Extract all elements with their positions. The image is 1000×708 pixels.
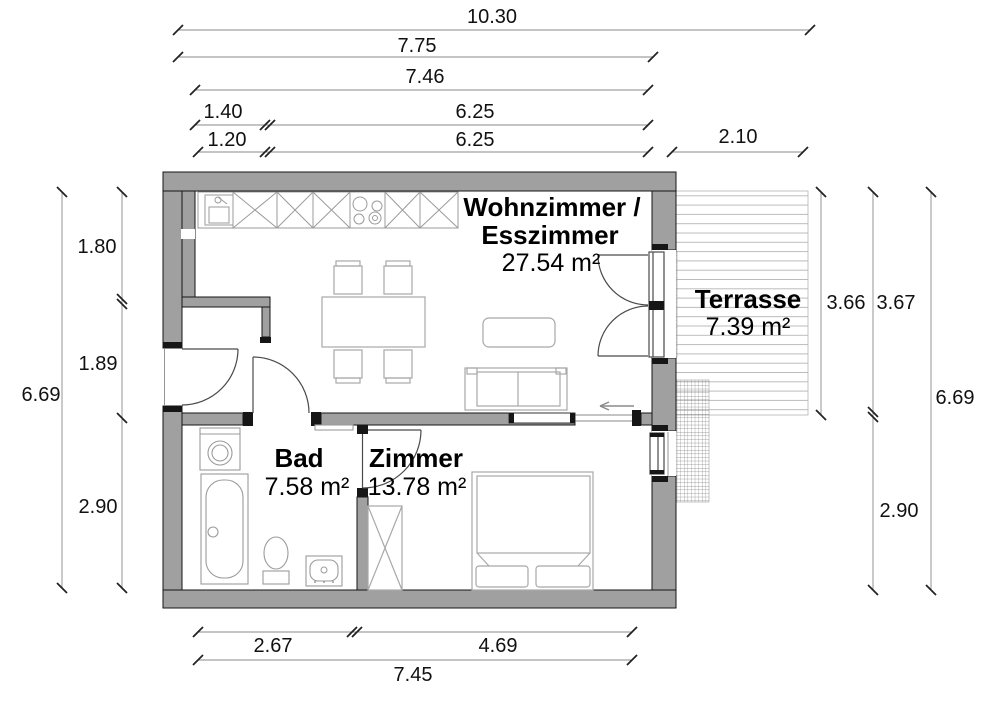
dim-left-total: 6.69	[21, 384, 61, 406]
dim-top-total: 10.30	[466, 6, 518, 28]
room-area-terrace: 7.39 m²	[705, 313, 791, 341]
dim-top-inner: 7.46	[405, 66, 445, 88]
room-label-bedroom: Zimmer	[369, 443, 463, 473]
dim-bottom-bath: 2.67	[253, 635, 293, 657]
washing-machine	[200, 428, 240, 470]
gravel-strip-grating	[676, 380, 709, 502]
dim-right-terrace-depth: 3.66	[826, 292, 866, 314]
dim-top-seg2-left: 1.20	[207, 129, 247, 151]
bedroom-window	[650, 431, 676, 476]
dim-left-middle: 1.89	[78, 353, 118, 375]
bathtub	[201, 474, 248, 584]
bathroom-sink	[306, 556, 342, 586]
stove-burners	[353, 197, 382, 224]
kitchen-sink	[205, 195, 233, 225]
sofa	[465, 368, 567, 410]
terrace-french-doors	[598, 250, 676, 358]
room-area-living: 27.54 m²	[501, 249, 601, 277]
room-label-bath: Bad	[274, 443, 324, 473]
bed	[472, 472, 593, 590]
dim-terrace-width: 2.10	[718, 126, 758, 148]
room-area-bedroom: 13.78 m²	[367, 473, 467, 501]
room-area-bath: 7.58 m²	[264, 473, 350, 501]
dim-right-total: 6.69	[935, 387, 975, 409]
dim-right-upper: 3.67	[876, 292, 916, 314]
bathroom-door	[253, 357, 309, 413]
bathroom-radiator	[315, 425, 353, 430]
sliding-direction-arrow	[600, 402, 634, 410]
coffee-table	[483, 318, 555, 347]
dim-top-seg1-right: 6.25	[455, 101, 495, 123]
room-label-terrace: Terrasse	[694, 284, 802, 314]
dining-chairs	[334, 261, 412, 383]
dim-top-outer: 7.75	[397, 35, 437, 57]
dim-bottom-bedroom: 4.69	[478, 635, 518, 657]
dim-left-lower: 2.90	[78, 496, 118, 518]
dim-bottom-total: 7.45	[393, 664, 433, 686]
entrance-door	[165, 348, 239, 406]
dim-top-seg1-left: 1.40	[203, 101, 243, 123]
room-label-living-line1: Wohnzimmer /	[463, 192, 641, 222]
dim-left-upper: 1.80	[77, 236, 117, 258]
dining-table	[322, 297, 425, 347]
kitchen-counter	[198, 192, 458, 228]
room-label-living-line2: Esszimmer	[481, 220, 619, 250]
dim-right-lower: 2.90	[879, 500, 919, 522]
wardrobe	[368, 506, 402, 590]
toilet	[263, 537, 289, 584]
sliding-door	[509, 402, 634, 423]
dim-top-seg2-right: 6.25	[455, 129, 495, 151]
